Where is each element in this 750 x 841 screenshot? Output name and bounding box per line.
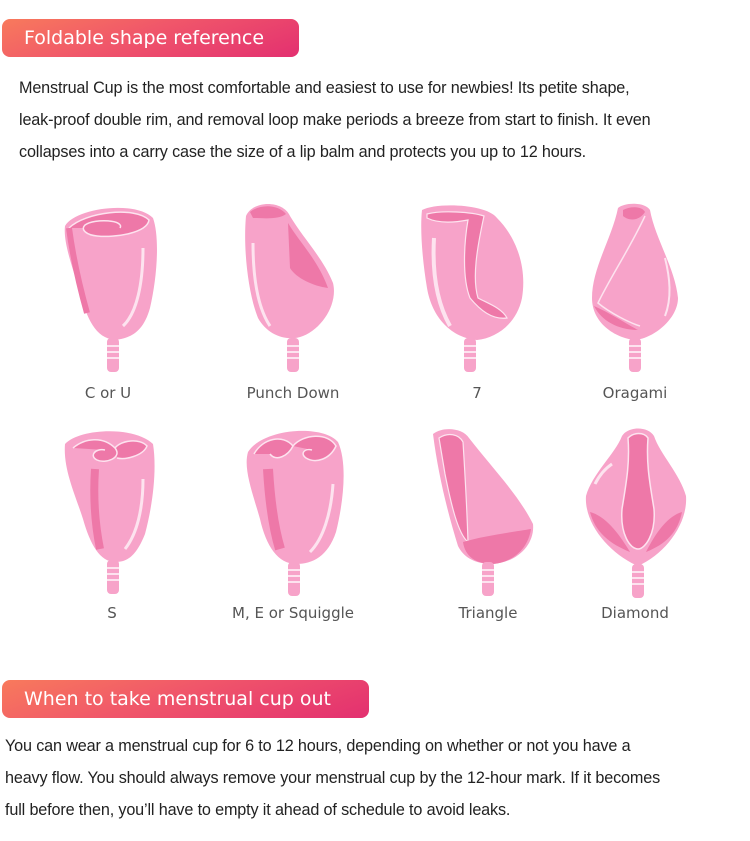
fold-illustration-7 <box>392 198 562 373</box>
paragraph-line: Menstrual Cup is the most comfortable and easiest to use for newbies! Its petite shape, <box>19 79 630 97</box>
cup-diamond-fold-icon <box>550 424 720 599</box>
fold-illustration-punch-down <box>208 198 378 373</box>
fold-label: S <box>107 604 117 622</box>
paragraph-line: full before then, you’ll have to empty it ahead of schedule to avoid leaks. <box>5 801 511 819</box>
intro-paragraph <box>19 72 650 168</box>
section-heading-when-to-remove <box>2 680 369 718</box>
section-heading-foldable-shapes <box>2 19 299 57</box>
removal-paragraph <box>5 730 660 826</box>
fold-label: Diamond <box>601 604 669 622</box>
fold-illustration-c-or-u <box>25 198 195 373</box>
fold-illustration-triangle <box>403 424 573 599</box>
cup-s-fold-icon <box>25 424 195 599</box>
cup-c-fold-icon <box>25 198 195 373</box>
cup-origami-fold-icon <box>550 198 720 373</box>
fold-illustration-origami <box>550 198 720 373</box>
paragraph-line: You can wear a menstrual cup for 6 to 12 hours, depending on whether or not you have a <box>5 737 631 755</box>
cup-squiggle-fold-icon <box>208 424 378 599</box>
fold-illustration-squiggle <box>208 424 378 599</box>
cup-punch-down-fold-icon <box>208 198 378 373</box>
fold-illustration-diamond <box>550 424 720 599</box>
cup-triangle-fold-icon <box>403 424 573 599</box>
fold-label: 7 <box>472 384 482 402</box>
section-heading-text: When to take menstrual cup out <box>24 688 331 710</box>
fold-label: Triangle <box>458 604 518 622</box>
fold-label: C or U <box>84 384 132 402</box>
fold-label: Punch Down <box>246 384 340 402</box>
cup-7-fold-icon <box>392 198 562 373</box>
fold-illustration-s <box>25 424 195 599</box>
paragraph-line: collapses into a carry case the size of a lip balm and protects you up to 12 hours. <box>19 143 587 161</box>
fold-label: M, E or Squiggle <box>232 604 354 622</box>
section-heading-text: Foldable shape reference <box>24 27 265 49</box>
fold-label: Oragami <box>602 384 668 402</box>
paragraph-line: heavy flow. You should always remove your menstrual cup by the 12-hour mark. If it becomes <box>5 769 661 787</box>
paragraph-line: leak-proof double rim, and removal loop make periods a breeze from start to finish. It even <box>19 111 651 129</box>
